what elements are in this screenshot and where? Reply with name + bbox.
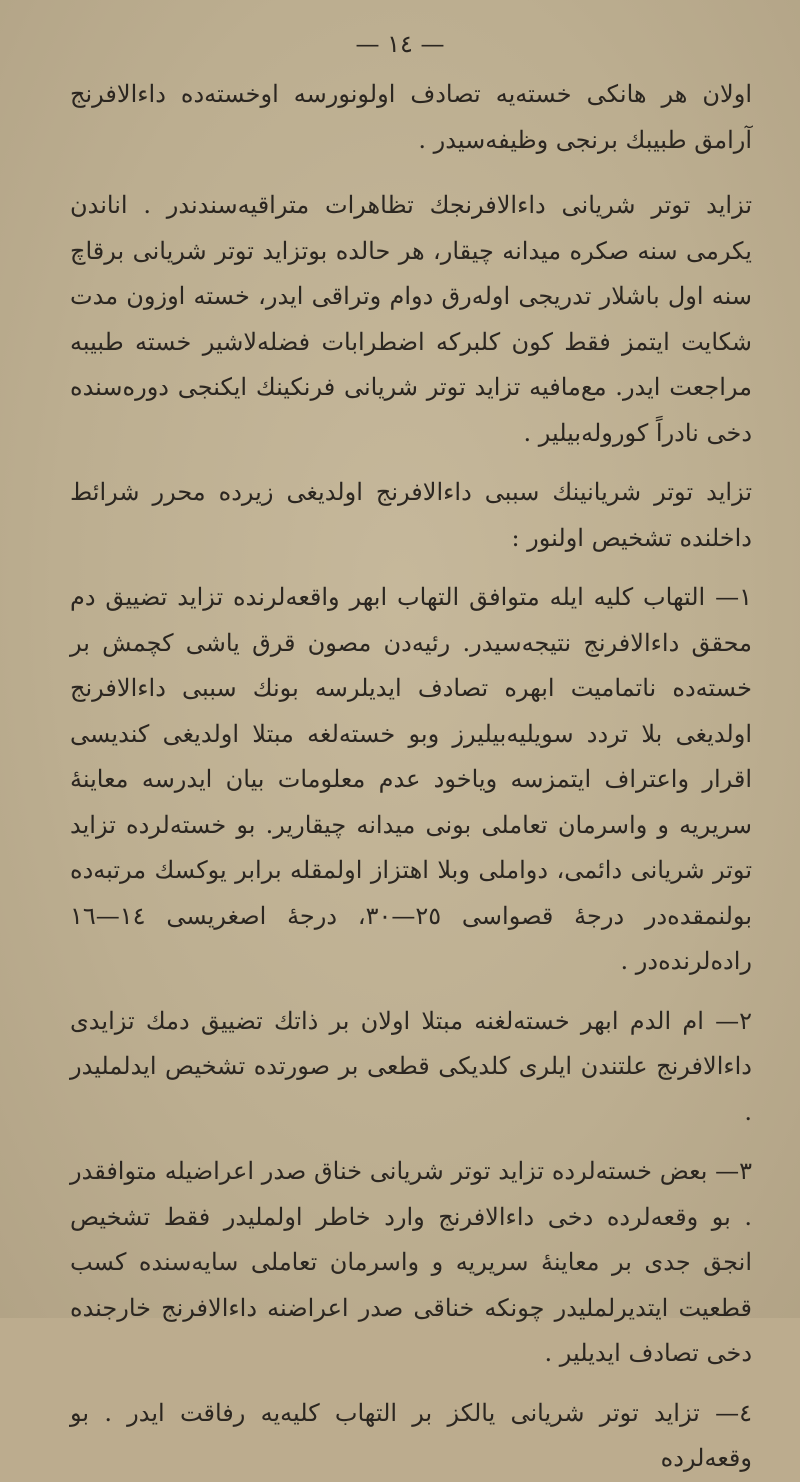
paragraph-intro: اولان هر هانكى خسته‌يه تصادف اولونورسه اوخسته‌ده داءالافرنج آرامق طبيبك برنجى وظيفه‌سيدر . <box>70 80 752 154</box>
paragraph-condition-1: ١— التهاب كليه ايله متوافق التهاب ابهر واقعه‌لرنده تزايد تضييق دم محقق داءالافرنج نتيجه‌سيدر. رئيه‌دن مصون قرق ياشى كچمش بر خسته‌ده ناتماميت ابهره تصادف ايديلرسه بونك سببى داءالافرنج اولديغى بلا تردد سويليه‌بيليرز وبو خسته‌لغه مبتلا اولديغى كنديسى اقرار واعتراف ايتمزسه وياخود عدم معلومات بيان ايدرسه معاينهٔ سريريه و واسرمان تعاملى بونى ميدانه چيقارير. بو خسته‌لرده تزايد توتر شريانى دائمى، دواملى وبلا اهتزاز اولمقله برابر يوكسك مرتبه‌ده بولنمقده‌در درجهٔ قصواسى ٢٥—٣٠، درجهٔ اصغريسى ١٤—١٦ راده‌لرنده‌در . <box>70 583 752 975</box>
paragraph-diagnosis-conditions: تزايد توتر شريانينك سببى داءالافرنج اولديغى زيرده محرر شرائط داخلنده تشخيص اولنور : <box>70 478 752 552</box>
paragraph-condition-3: ٣— بعض خسته‌لرده تزايد توتر شريانى خناق صدر اعراضيله متوافقدر . بو وقعه‌لرده دخى داءالافرنج وارد خاطر اولمليدر فقط تشخيص انجق جدى بر معاينهٔ سريريه و واسرمان تعاملى سايه‌سنده كسب قطعيت ايتديرلمليدر چونكه خناقى صدر اعراضنه داءالافرنج خارجنده دخى تصادف ايديلير . <box>70 1157 752 1367</box>
paragraph-condition-2: ٢— ام الدم ابهر خسته‌لغنه مبتلا اولان بر ذاتك تضييق دمك تزايدى داءالافرنج علتندن ايلرى كلديكى قطعى بر صورتده تشخيص ايدلمليدر . <box>70 1006 752 1126</box>
paragraph-condition-4: ٤— تزايد توتر شريانى يالكز بر التهاب كليه‌يه رفاقت ايدر . بو وقعه‌لرده <box>70 1398 752 1472</box>
page-number: — ١٤ — <box>355 30 445 58</box>
page-body <box>70 72 752 1472</box>
paragraph-hypertension: تزايد توتر شريانى داءالافرنجك تظاهرات متراقيه‌سندندر . اناندن يكرمى سنه صكره ميدانه چيقار، هر حالده بوتزايد توتر شريانى برقاچ سنه اول باشلار تدريجى اوله‌رق دوام وتراقى ايدر، خسته اوزون مدت شكايت ايتمز فقط كون كلبركه اضطرابات فضله‌لاشير خسته طبيبه مراجعت ايدر. مع‌مافيه تزايد توتر شريانى فرنكينك ايكنجى دوره‌سنده دخى نادراً كوروله‌بيلير . <box>70 191 752 447</box>
